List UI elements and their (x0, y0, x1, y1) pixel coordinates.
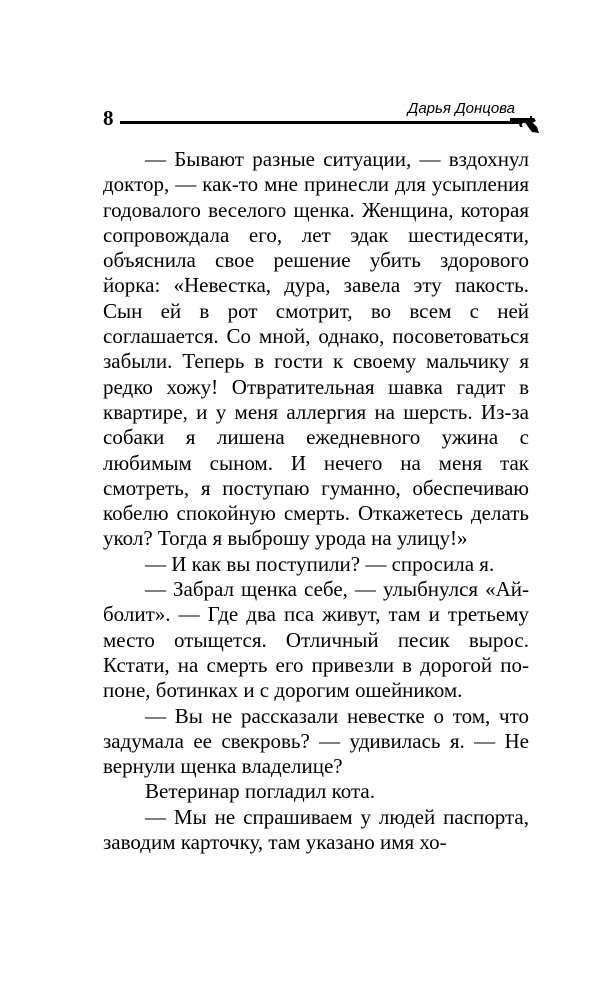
revolver-icon (510, 116, 539, 133)
page-header (0, 0, 605, 140)
main-text (103, 147, 529, 855)
paragraph-2: — И как вы поступили? — спросила я. (145, 551, 495, 576)
paragraph-1: — Бывают разные ситуации, — вздохнул доктор, — как-то мне принесли для усыпления годовалого веселого щенка. Женщина, которая сопровождала его, лет эдак шестидесяти, объяснила свое решение убить здорового йорка: «Невестка, дура, завела эту пакость. Сын ей в рот смотрит, во всем с ней соглашается. Со мной, однако, посоветоваться забыли. Теперь в гости к своему мальчику я редко хожу! Отвратительная шавка гадит в квартире, и у меня аллергия на шерсть. Из-за собаки я лишена ежедневного ужина с любимым сыном. И нечего на меня так смотреть, я поступаю гуманно, обеспечиваю кобелю спокойную смерть. Откажетесь делать укол? Тогда я выброшу урода на улицу!» (103, 147, 529, 551)
paragraph-3: — Забрал щенка себе, — улыбнулся «Айболит». — Где два пса живут, там и третьему место отыщется. Отличный песик вырос. Кстати, на смерть его привезли в дорогой попоне, ботинках и с дорогим ошейником. (103, 577, 529, 703)
header-rule-with-revolver-icon (120, 114, 550, 138)
running-head-author: Дарья Донцова (407, 100, 515, 117)
paragraph-5: Ветеринар погладил кота. (145, 779, 375, 804)
paragraph-6: — Мы не спрашиваем у людей паспорта, заводим карточку, там указано имя хо- (103, 804, 529, 855)
paragraph-4: — Вы не рассказали невестке о том, что задумала ее свекровь? — удивилась я. — Не вернули щенка владелице? (103, 703, 529, 779)
page-number: 8 (103, 106, 114, 130)
